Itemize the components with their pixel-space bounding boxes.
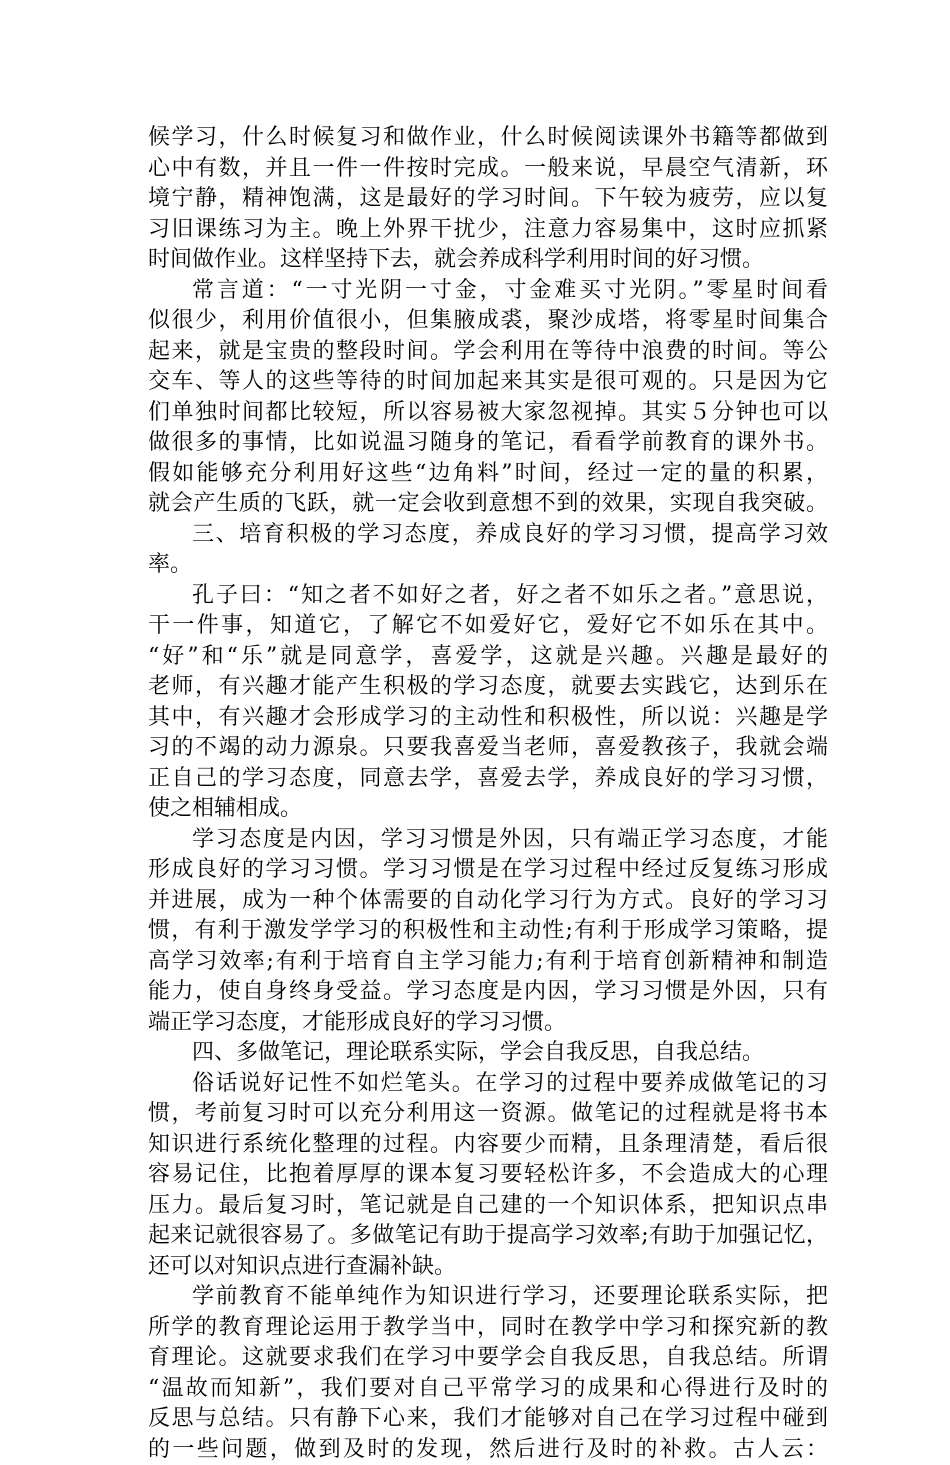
text-line: 正自己的学习态度，同意去学，喜爱去学，养成良好的学习习惯， — [148, 764, 828, 795]
text-line: 使之相辅相成。 — [148, 794, 828, 825]
text-line: 容易记住，比抱着厚厚的课本复习要轻松许多，不会造成大的心理 — [148, 1160, 828, 1191]
text-line: 其中，有兴趣才会形成学习的主动性和积极性，所以说：兴趣是学 — [148, 703, 828, 734]
text-line: 似很少，利用价值很小，但集腋成裘，聚沙成塔，将零星时间集合 — [148, 306, 828, 337]
text-line: 孔子曰：“知之者不如好之者，好之者不如乐之者。”意思说， — [148, 581, 828, 612]
document-page — [148, 123, 828, 1465]
text-line: 假如能够充分利用好这些“边角料”时间，经过一定的量的积累， — [148, 459, 828, 490]
text-line: 惯，考前复习时可以充分利用这一资源。做笔记的过程就是将书本 — [148, 1099, 828, 1130]
text-line: 就会产生质的飞跃，就一定会收到意想不到的效果，实现自我突破。 — [148, 489, 828, 520]
text-line: 候学习，什么时候复习和做作业，什么时候阅读课外书籍等都做到 — [148, 123, 828, 154]
text-line: 惯，有利于激发学学习的积极性和主动性;有利于形成学习策略，提 — [148, 916, 828, 947]
text-line: 干一件事，知道它，了解它不如爱好它，爱好它不如乐在其中。 — [148, 611, 828, 642]
text-line: 并进展，成为一种个体需要的自动化学习行为方式。良好的学习习 — [148, 886, 828, 917]
text-line: 育理论。这就要求我们在学习中要学会自我反思，自我总结。所谓 — [148, 1343, 828, 1374]
text-line: 做很多的事情，比如说温习随身的笔记，看看学前教育的课外书。 — [148, 428, 828, 459]
text-line: 学习态度是内因，学习习惯是外因，只有端正学习态度，才能 — [148, 825, 828, 856]
text-line: 端正学习态度，才能形成良好的学习习惯。 — [148, 1008, 828, 1039]
text-line: 们单独时间都比较短，所以容易被大家忽视掉。其实５分钟也可以 — [148, 398, 828, 429]
text-line: 学前教育不能单纯作为知识进行学习，还要理论联系实际，把 — [148, 1282, 828, 1313]
text-line: 俗话说好记性不如烂笔头。在学习的过程中要养成做笔记的习 — [148, 1069, 828, 1100]
text-line: 的一些问题，做到及时的发现，然后进行及时的补救。古人云： — [148, 1435, 828, 1465]
text-line: “好”和“乐”就是同意学，喜爱学，这就是兴趣。兴趣是最好的 — [148, 642, 828, 673]
text-line: 还可以对知识点进行查漏补缺。 — [148, 1252, 828, 1283]
text-line: 形成良好的学习习惯。学习习惯是在学习过程中经过反复练习形成 — [148, 855, 828, 886]
text-line: 习的不竭的动力源泉。只要我喜爱当老师，喜爱教孩子，我就会端 — [148, 733, 828, 764]
text-line: 交车、等人的这些等待的时间加起来其实是很可观的。只是因为它 — [148, 367, 828, 398]
text-line: 率。 — [148, 550, 828, 581]
text-line: 常言道：“一寸光阴一寸金，寸金难买寸光阴。”零星时间看 — [148, 276, 828, 307]
text-line: 老师，有兴趣才能产生积极的学习态度，就要去实践它，达到乐在 — [148, 672, 828, 703]
text-line: 高学习效率;有利于培育自主学习能力;有利于培育创新精神和制造 — [148, 947, 828, 978]
text-line: 时间做作业。这样坚持下去，就会养成科学利用时间的好习惯。 — [148, 245, 828, 276]
text-line: “温故而知新”，我们要对自己平常学习的成果和心得进行及时的 — [148, 1374, 828, 1405]
text-line: 能力，使自身终身受益。学习态度是内因，学习习惯是外因，只有 — [148, 977, 828, 1008]
text-line: 反思与总结。只有静下心来，我们才能够对自己在学习过程中碰到 — [148, 1404, 828, 1435]
text-line: 三、培育积极的学习态度，养成良好的学习习惯，提高学习效 — [148, 520, 828, 551]
text-line: 心中有数，并且一件一件按时完成。一般来说，早晨空气清新，环 — [148, 154, 828, 185]
text-line: 起来，就是宝贵的整段时间。学会利用在等待中浪费的时间。等公 — [148, 337, 828, 368]
text-line: 习旧课练习为主。晚上外界干扰少，注意力容易集中，这时应抓紧 — [148, 215, 828, 246]
text-line: 知识进行系统化整理的过程。内容要少而精，且条理清楚，看后很 — [148, 1130, 828, 1161]
text-line: 压力。最后复习时，笔记就是自己建的一个知识体系，把知识点串 — [148, 1191, 828, 1222]
text-line: 所学的教育理论运用于教学当中，同时在教学中学习和探究新的教 — [148, 1313, 828, 1344]
text-line: 境宁静，精神饱满，这是最好的学习时间。下午较为疲劳，应以复 — [148, 184, 828, 215]
text-line: 四、多做笔记，理论联系实际，学会自我反思，自我总结。 — [148, 1038, 828, 1069]
text-line: 起来记就很容易了。多做笔记有助于提高学习效率;有助于加强记忆， — [148, 1221, 828, 1252]
